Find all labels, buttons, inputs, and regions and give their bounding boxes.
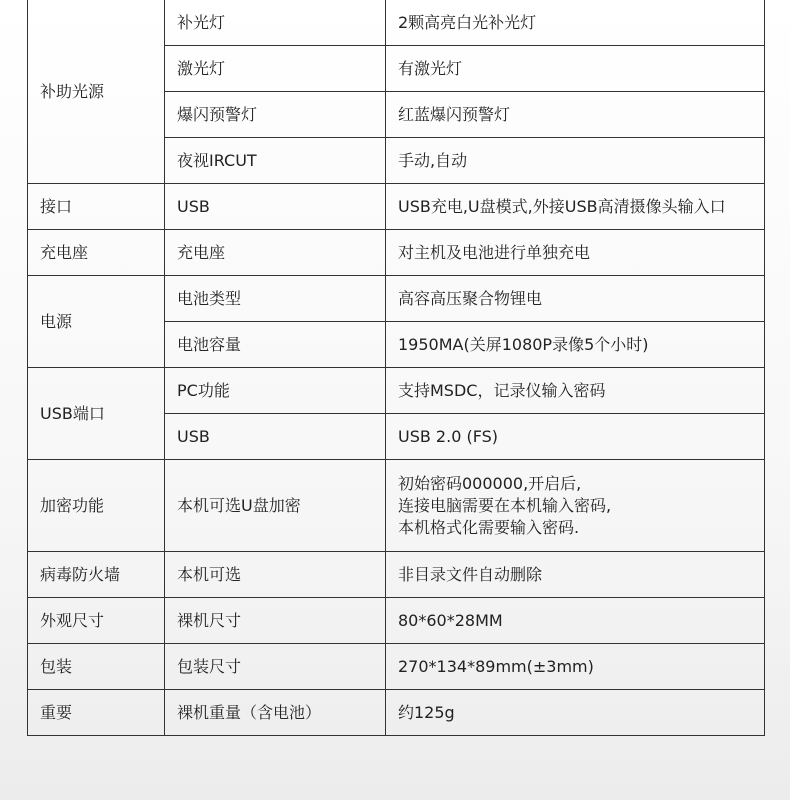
- item-cell: 爆闪预警灯: [165, 92, 386, 138]
- category-cell: 接口: [28, 184, 165, 230]
- item-cell: 电池容量: [165, 322, 386, 368]
- category-cell: 加密功能: [28, 460, 165, 552]
- item-cell: USB: [165, 184, 386, 230]
- item-cell: 裸机重量（含电池）: [165, 690, 386, 736]
- item-cell: 裸机尺寸: [165, 598, 386, 644]
- category-cell: USB端口: [28, 368, 165, 460]
- value-cell: USB充电,U盘模式,外接USB高清摄像头输入口: [386, 184, 765, 230]
- value-cell: 2颗高亮白光补光灯: [386, 0, 765, 46]
- category-cell: 重要: [28, 690, 165, 736]
- value-cell: USB 2.0 (FS): [386, 414, 765, 460]
- table-row: [28, 276, 765, 322]
- table-row: [28, 0, 765, 46]
- value-cell: 手动,自动: [386, 138, 765, 184]
- value-cell: 约125g: [386, 690, 765, 736]
- value-cell: 80*60*28MM: [386, 598, 765, 644]
- value-cell: 有激光灯: [386, 46, 765, 92]
- value-cell: 非目录文件自动删除: [386, 552, 765, 598]
- value-cell: 对主机及电池进行单独充电: [386, 230, 765, 276]
- category-cell: 电源: [28, 276, 165, 368]
- spec-table: [27, 0, 765, 736]
- table-row: [28, 552, 765, 598]
- value-cell: 支持MSDC，记录仪输入密码: [386, 368, 765, 414]
- category-cell: 充电座: [28, 230, 165, 276]
- item-cell: PC功能: [165, 368, 386, 414]
- item-cell: 电池类型: [165, 276, 386, 322]
- item-cell: 激光灯: [165, 46, 386, 92]
- table-row: [28, 598, 765, 644]
- value-cell: 270*134*89mm(±3mm): [386, 644, 765, 690]
- value-cell: [386, 460, 765, 552]
- value-line: 连接电脑需要在本机输入密码,: [398, 495, 612, 515]
- table-row: [28, 368, 765, 414]
- item-cell: USB: [165, 414, 386, 460]
- value-cell: 红蓝爆闪预警灯: [386, 92, 765, 138]
- item-cell: 充电座: [165, 230, 386, 276]
- category-cell: 补助光源: [28, 0, 165, 184]
- table-row: [28, 230, 765, 276]
- table-row: [28, 184, 765, 230]
- table-row: [28, 690, 765, 736]
- item-cell: 补光灯: [165, 0, 386, 46]
- item-cell: 本机可选U盘加密: [165, 460, 386, 552]
- value-cell: 高容高压聚合物锂电: [386, 276, 765, 322]
- value-line: 本机格式化需要输入密码.: [398, 517, 580, 537]
- item-cell: 本机可选: [165, 552, 386, 598]
- category-cell: 包装: [28, 644, 165, 690]
- item-cell: 夜视IRCUT: [165, 138, 386, 184]
- category-cell: 外观尺寸: [28, 598, 165, 644]
- value-line: 初始密码000000,开启后,: [398, 473, 582, 493]
- table-row: [28, 644, 765, 690]
- category-cell: 病毒防火墙: [28, 552, 165, 598]
- value-cell: 1950MA(关屏1080P录像5个小时): [386, 322, 765, 368]
- item-cell: 包装尺寸: [165, 644, 386, 690]
- table-row: [28, 460, 765, 552]
